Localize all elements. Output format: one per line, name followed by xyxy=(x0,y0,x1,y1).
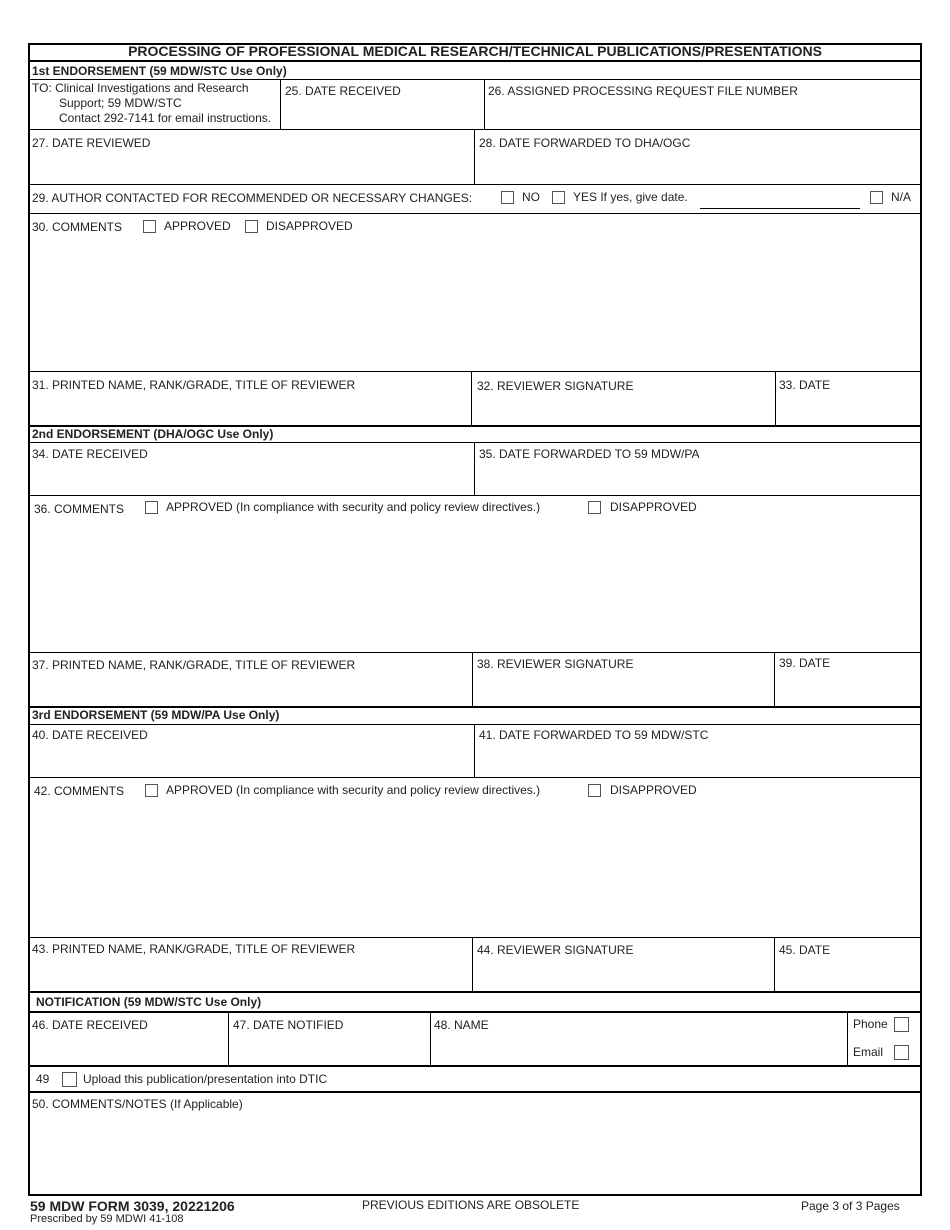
reviewer-signature-38-field[interactable] xyxy=(474,673,772,704)
comments-30-field[interactable] xyxy=(30,238,920,368)
file-number-field[interactable] xyxy=(486,100,920,128)
divider xyxy=(28,213,922,214)
field-43-label: 43. PRINTED NAME, RANK/GRADE, TITLE OF REVIEWER xyxy=(32,942,356,956)
na-checkbox[interactable] xyxy=(870,191,883,204)
disapproved-checkbox[interactable] xyxy=(245,220,258,233)
divider xyxy=(228,1013,229,1066)
field-45-label: 45. DATE xyxy=(779,943,831,957)
divider xyxy=(28,184,922,185)
divider xyxy=(430,1013,431,1066)
divider xyxy=(28,937,922,938)
divider xyxy=(775,371,776,426)
divider xyxy=(474,129,475,184)
email-label: Email xyxy=(853,1045,884,1059)
approved-label: APPROVED xyxy=(164,219,231,233)
field-39-label: 39. DATE xyxy=(779,656,831,670)
field-38-label: 38. REVIEWER SIGNATURE xyxy=(477,657,634,671)
field-36-label: 36. COMMENTS xyxy=(34,502,125,516)
section-header-2nd-endorsement: 2nd ENDORSEMENT (DHA/OGC Use Only) xyxy=(32,427,274,441)
field-30-label: 30. COMMENTS xyxy=(32,220,123,234)
field-44-label: 44. REVIEWER SIGNATURE xyxy=(477,943,634,957)
contact-date-field[interactable] xyxy=(700,208,860,209)
field-32-label: 32. REVIEWER SIGNATURE xyxy=(477,379,634,393)
form-title: PROCESSING OF PROFESSIONAL MEDICAL RESEARCH/TECHNICAL PUBLICATIONS/PRESENTATIONS xyxy=(128,43,822,59)
divider xyxy=(280,79,281,129)
field-35-label: 35. DATE FORWARDED TO 59 MDW/PA xyxy=(479,447,700,461)
field-42-label: 42. COMMENTS xyxy=(34,784,125,798)
field-48-label: 48. NAME xyxy=(434,1018,489,1032)
no-label: NO xyxy=(522,190,540,204)
yes-checkbox[interactable] xyxy=(552,191,565,204)
date-forwarded-pa-field[interactable] xyxy=(476,463,920,493)
date-33-field[interactable] xyxy=(777,394,920,424)
field-27-label: 27. DATE REVIEWED xyxy=(32,136,151,150)
disapproved-label: DISAPPROVED xyxy=(610,783,697,797)
disapproved-checkbox[interactable] xyxy=(588,784,601,797)
divider xyxy=(28,1011,922,1013)
divider xyxy=(28,991,922,993)
reviewer-name-37-field[interactable] xyxy=(30,674,470,704)
na-label: N/A xyxy=(891,190,912,204)
yes-label: YES If yes, give date. xyxy=(573,190,688,204)
divider xyxy=(484,79,485,129)
to-line-3: Contact 292-7141 for email instructions. xyxy=(59,111,272,125)
section-header-1st-endorsement: 1st ENDORSEMENT (59 MDW/STC Use Only) xyxy=(32,64,287,78)
divider xyxy=(28,652,922,653)
divider xyxy=(28,495,922,496)
divider xyxy=(471,371,472,426)
comments-notes-field[interactable] xyxy=(30,1113,920,1193)
reviewer-name-43-field[interactable] xyxy=(30,958,470,990)
form-id: 59 MDW FORM 3039, 20221206 xyxy=(30,1198,235,1214)
divider xyxy=(28,777,922,778)
section-header-notification: NOTIFICATION (59 MDW/STC Use Only) xyxy=(36,995,262,1009)
divider xyxy=(28,79,922,80)
prescribed-by: Prescribed by 59 MDWI 41-108 xyxy=(30,1213,184,1225)
comments-42-field[interactable] xyxy=(30,802,920,934)
divider xyxy=(472,937,473,992)
obsolete-notice: PREVIOUS EDITIONS ARE OBSOLETE xyxy=(362,1198,580,1212)
disapproved-label: DISAPPROVED xyxy=(610,500,697,514)
field-28-label: 28. DATE FORWARDED TO DHA/OGC xyxy=(479,136,691,150)
phone-checkbox[interactable] xyxy=(894,1017,909,1032)
field-29-label: 29. AUTHOR CONTACTED FOR RECOMMENDED OR NECESSARY CHANGES: xyxy=(32,191,473,205)
date-received-34-field[interactable] xyxy=(30,463,472,493)
divider xyxy=(474,724,475,777)
phone-label: Phone xyxy=(853,1017,888,1031)
divider xyxy=(28,442,922,443)
date-reviewed-field[interactable] xyxy=(30,152,472,182)
divider xyxy=(774,937,775,992)
upload-dtic-label: Upload this publication/presentation into DTIC xyxy=(83,1072,328,1086)
field-31-label: 31. PRINTED NAME, RANK/GRADE, TITLE OF REVIEWER xyxy=(32,378,356,392)
field-49-label: 49 xyxy=(36,1072,50,1086)
approved-checkbox[interactable] xyxy=(145,501,158,514)
date-received-46-field[interactable] xyxy=(30,1034,226,1064)
approved-checkbox[interactable] xyxy=(145,784,158,797)
divider xyxy=(28,1091,922,1093)
field-34-label: 34. DATE RECEIVED xyxy=(32,447,148,461)
email-checkbox[interactable] xyxy=(894,1045,909,1060)
approved-checkbox[interactable] xyxy=(143,220,156,233)
page-number: Page 3 of 3 Pages xyxy=(801,1199,900,1213)
section-header-3rd-endorsement: 3rd ENDORSEMENT (59 MDW/PA Use Only) xyxy=(32,708,280,722)
no-checkbox[interactable] xyxy=(501,191,514,204)
date-received-40-field[interactable] xyxy=(30,744,472,774)
divider xyxy=(474,442,475,495)
reviewer-name-31-field[interactable] xyxy=(30,394,470,424)
date-39-field[interactable] xyxy=(776,672,920,704)
field-50-label: 50. COMMENTS/NOTES (If Applicable) xyxy=(32,1097,243,1111)
divider xyxy=(28,129,922,130)
to-line-1: TO: Clinical Investigations and Research xyxy=(32,81,249,95)
to-line-2: Support; 59 MDW/STC xyxy=(59,96,182,110)
disapproved-checkbox[interactable] xyxy=(588,501,601,514)
date-received-field[interactable] xyxy=(282,100,482,128)
comments-36-field[interactable] xyxy=(30,520,920,650)
divider xyxy=(472,652,473,707)
approved-label: APPROVED (In compliance with security and policy review directives.) xyxy=(166,500,541,514)
approved-label: APPROVED (In compliance with security and policy review directives.) xyxy=(166,783,541,797)
field-46-label: 46. DATE RECEIVED xyxy=(32,1018,148,1032)
field-41-label: 41. DATE FORWARDED TO 59 MDW/STC xyxy=(479,728,709,742)
field-40-label: 40. DATE RECEIVED xyxy=(32,728,148,742)
divider xyxy=(28,724,922,725)
disapproved-label: DISAPPROVED xyxy=(266,219,353,233)
divider xyxy=(28,60,922,62)
divider xyxy=(847,1013,848,1066)
reviewer-signature-44-field[interactable] xyxy=(474,959,772,990)
date-forwarded-stc-field[interactable] xyxy=(476,744,920,774)
date-45-field[interactable] xyxy=(776,959,920,990)
field-26-label: 26. ASSIGNED PROCESSING REQUEST FILE NUMBER xyxy=(488,84,798,98)
field-47-label: 47. DATE NOTIFIED xyxy=(233,1018,344,1032)
upload-dtic-checkbox[interactable] xyxy=(62,1072,77,1087)
field-37-label: 37. PRINTED NAME, RANK/GRADE, TITLE OF REVIEWER xyxy=(32,658,356,672)
date-forwarded-dha-field[interactable] xyxy=(476,152,920,182)
reviewer-signature-32-field[interactable] xyxy=(473,395,773,424)
field-33-label: 33. DATE xyxy=(779,378,831,392)
divider xyxy=(774,652,775,707)
divider xyxy=(28,371,922,372)
date-notified-field[interactable] xyxy=(230,1034,428,1064)
field-25-label: 25. DATE RECEIVED xyxy=(285,84,401,98)
name-48-field[interactable] xyxy=(432,1034,844,1064)
divider xyxy=(28,1065,922,1067)
